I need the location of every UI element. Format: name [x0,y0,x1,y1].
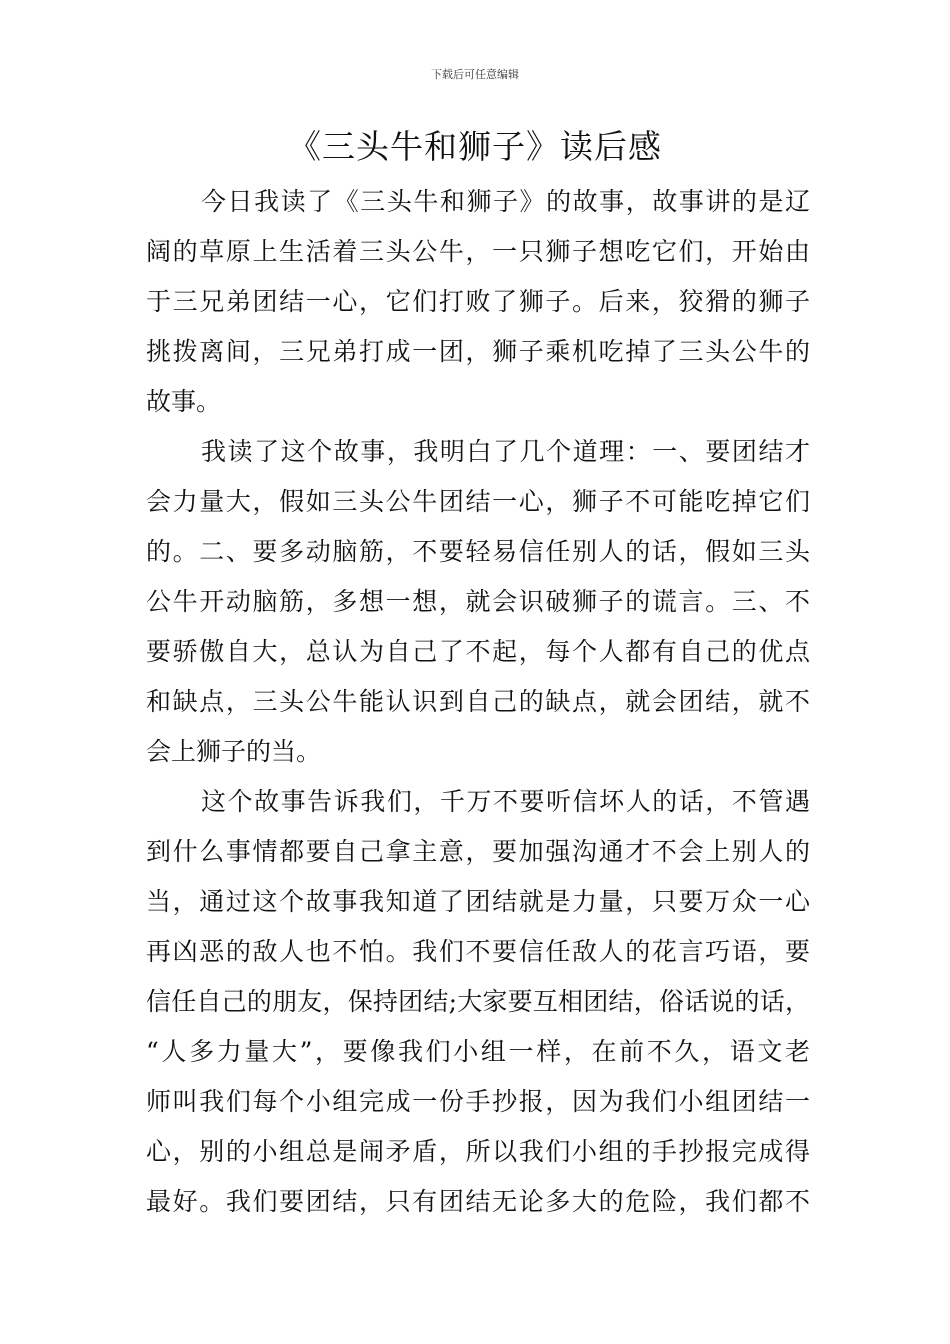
text-line: 于三兄弟团结一心，它们打败了狮子。后来，狡猾的狮子 [146,287,810,316]
text-line: 今日我读了《三头牛和狮子》的故事，故事讲的是辽 [201,187,810,216]
paragraph-2 [146,427,810,777]
text-line: 阔的草原上生活着三头公牛，一只狮子想吃它们，开始由 [146,237,810,266]
text-line: “人多力量大”，要像我们小组一样，在前不久，语文老 [146,1037,810,1066]
paragraph-1 [146,177,810,427]
text-line: 公牛开动脑筋，多想一想，就会识破狮子的谎言。三、不 [146,587,810,616]
text-line: 的。二、要多动脑筋，不要轻易信任别人的话，假如三头 [146,537,810,566]
text-line: 故事。 [146,387,222,416]
text-line: 心，别的小组总是闹矛盾，所以我们小组的手抄报完成得 [146,1137,810,1166]
text-line: 挑拨离间，三兄弟打成一团，狮子乘机吃掉了三头公牛的 [146,337,810,366]
text-line: 再凶恶的敌人也不怕。我们不要信任敌人的花言巧语，要 [146,937,810,966]
text-line: 信任自己的朋友，保持团结;大家要互相团结，俗话说的话， [146,987,810,1016]
text-line: 这个故事告诉我们，千万不要听信坏人的话，不管遇 [201,787,810,816]
text-line: 我读了这个故事，我明白了几个道理：一、要团结才 [201,437,810,466]
text-line: 会上狮子的当。 [146,737,322,766]
text-line: 当，通过这个故事我知道了团结就是力量，只要万众一心 [146,887,810,916]
text-line: 师叫我们每个小组完成一份手抄报，因为我们小组团结一 [146,1087,810,1116]
header-note: 下载后可任意编辑 [431,68,519,81]
text-line: 和缺点，三头公牛能认识到自己的缺点，就会团结，就不 [146,687,810,716]
text-line: 到什么事情都要自己拿主意，要加强沟通才不会上别人的 [146,837,810,866]
text-line: 要骄傲自大，总认为自己了不起，每个人都有自己的优点 [146,637,810,666]
text-line: 会力量大，假如三头公牛团结一心，狮子不可能吃掉它们 [146,487,810,516]
paragraph-3 [146,777,810,1227]
text-line: 最好。我们要团结，只有团结无论多大的危险，我们都不 [146,1187,810,1216]
document-title: 《三头牛和狮子》读后感 [288,127,662,166]
document-body [146,177,810,1227]
